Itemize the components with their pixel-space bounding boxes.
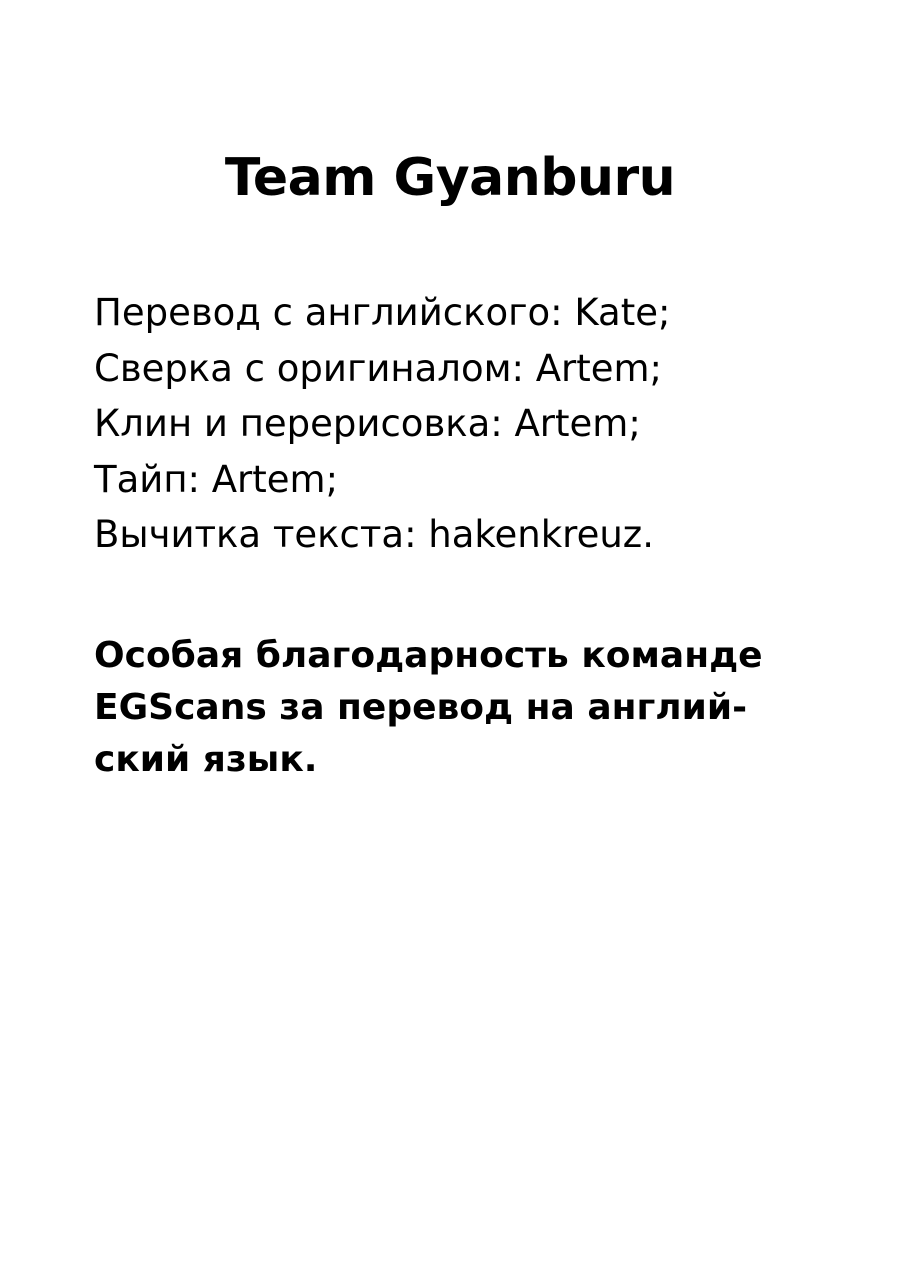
special-thanks-block xyxy=(94,630,784,785)
credits-line: Перевод с английского: Kate; xyxy=(94,291,671,334)
credits-line: Сверка с оригиналом: Artem; xyxy=(94,346,663,390)
special-thanks-line: ский язык. xyxy=(94,738,318,780)
credits-line: Вычитка текста: hakenkreuz. xyxy=(94,513,654,556)
credits-line: Тайп: Artem; xyxy=(94,457,339,501)
special-thanks-line: Особая благодарность команде xyxy=(94,635,763,676)
page-title: Team Gyanburu xyxy=(224,148,676,208)
special-thanks-line: EGScans за перевод на англий- xyxy=(94,686,748,728)
credits-list xyxy=(94,285,814,563)
credits-line: Клин и перерисовка: Artem; xyxy=(94,402,641,445)
